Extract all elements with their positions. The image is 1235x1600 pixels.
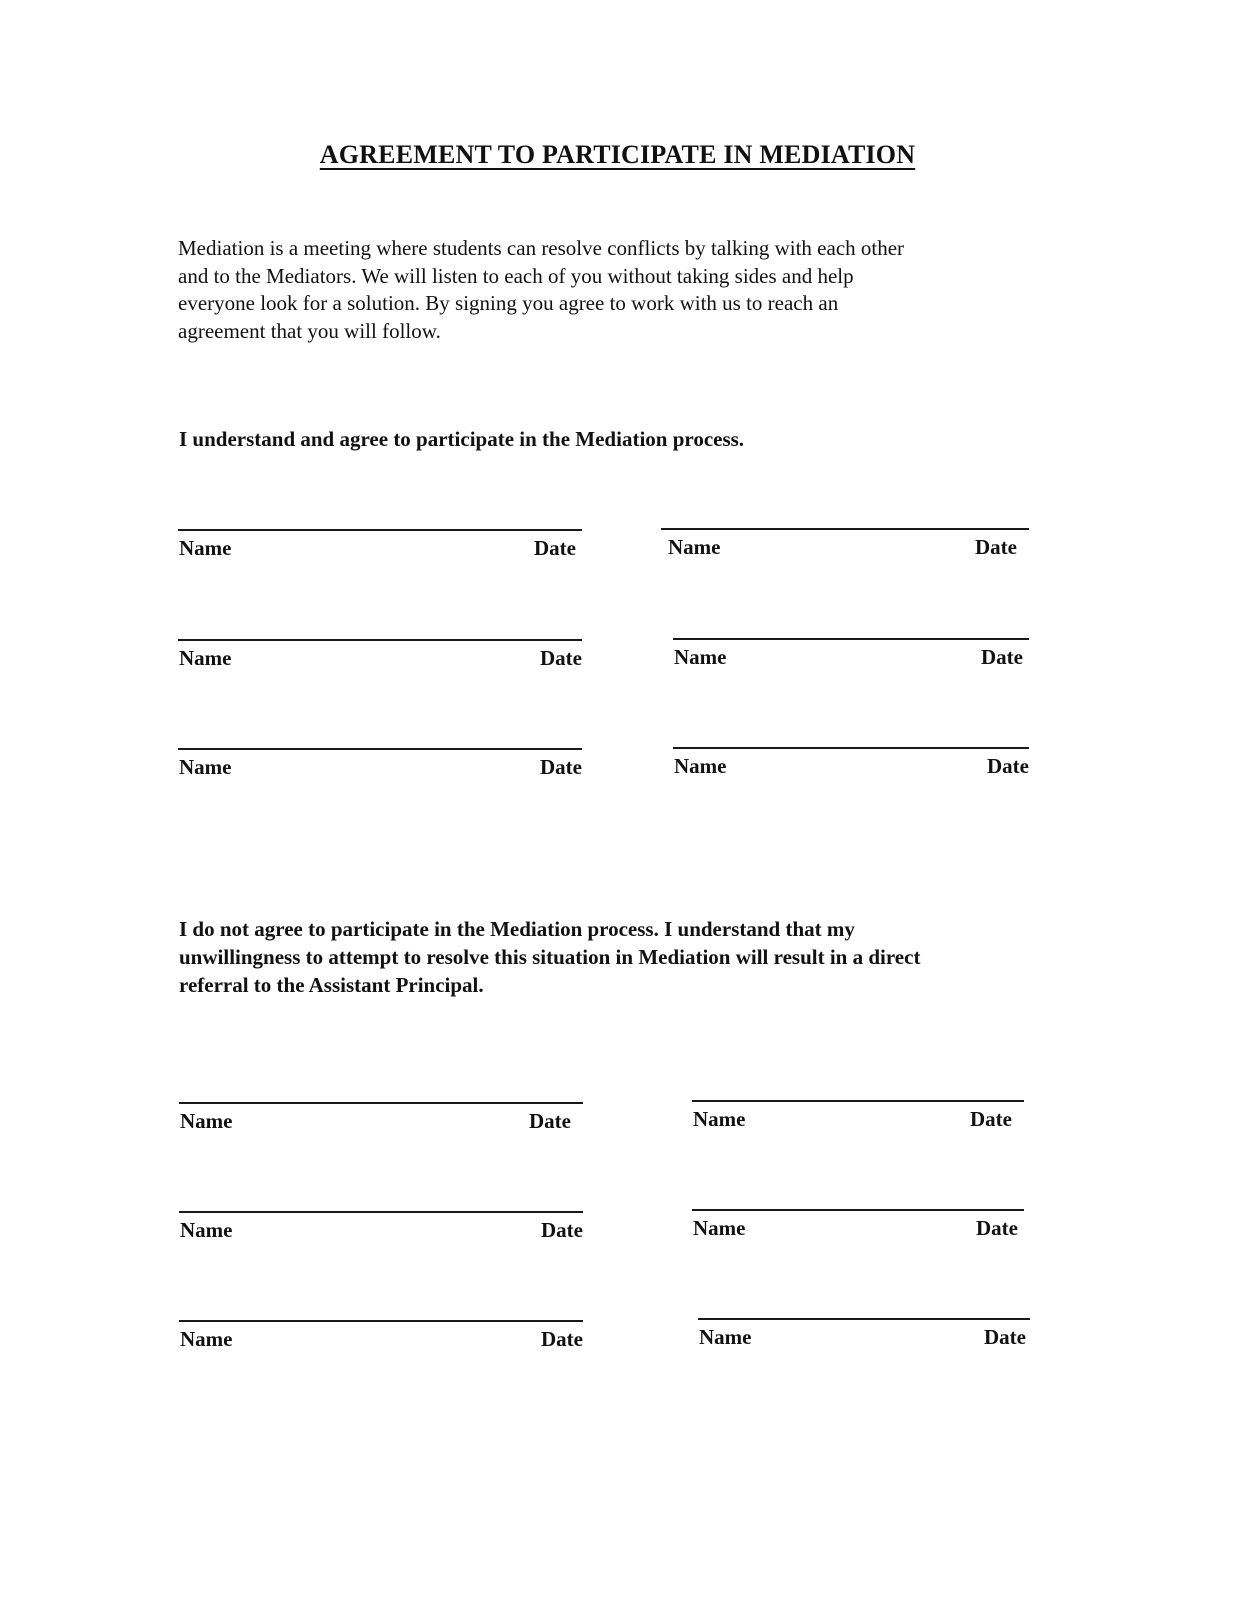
agree-signature-left-3[interactable] <box>178 748 582 788</box>
name-label: Name <box>179 536 232 560</box>
disagree-signature-left-3[interactable] <box>179 1320 583 1360</box>
intro-line: everyone look for a solution. By signing you agree to work with us to reach an <box>178 291 839 315</box>
date-label: Date <box>541 1218 583 1242</box>
date-label: Date <box>981 645 1023 669</box>
signature-line <box>178 748 582 750</box>
agree-signature-left-2[interactable] <box>178 639 582 679</box>
disagree-signature-right-2[interactable] <box>692 1209 1024 1249</box>
name-label: Name <box>180 1218 233 1242</box>
intro-paragraph <box>178 235 1038 345</box>
date-label: Date <box>540 646 582 670</box>
disagree-statement-line: referral to the Assistant Principal. <box>179 973 484 997</box>
name-label: Name <box>674 645 727 669</box>
page-title: AGREEMENT TO PARTICIPATE IN MEDIATION <box>319 140 916 169</box>
name-label: Name <box>179 755 232 779</box>
signature-line <box>692 1100 1024 1102</box>
name-label: Name <box>668 535 721 559</box>
date-label: Date <box>970 1107 1012 1131</box>
date-label: Date <box>541 1327 583 1351</box>
signature-line <box>692 1209 1024 1211</box>
date-label: Date <box>987 754 1029 778</box>
name-label: Name <box>693 1107 746 1131</box>
signature-line <box>179 1211 583 1213</box>
disagree-signature-left-2[interactable] <box>179 1211 583 1251</box>
disagree-statement-line: I do not agree to participate in the Mediation process. I understand that my <box>179 917 855 941</box>
date-label: Date <box>975 535 1017 559</box>
signature-line <box>661 528 1029 530</box>
date-label: Date <box>534 536 576 560</box>
disagree-statement-line: unwillingness to attempt to resolve this situation in Mediation will result in a direct <box>179 945 921 969</box>
date-label: Date <box>529 1109 571 1133</box>
signature-line <box>178 529 582 531</box>
name-label: Name <box>699 1325 752 1349</box>
name-label: Name <box>674 754 727 778</box>
name-label: Name <box>180 1327 233 1351</box>
agree-statement: I understand and agree to participate in the Mediation process. <box>179 427 745 451</box>
signature-line <box>673 747 1029 749</box>
agree-signature-left-1[interactable] <box>178 529 582 569</box>
name-label: Name <box>180 1109 233 1133</box>
date-label: Date <box>540 755 582 779</box>
signature-line <box>698 1318 1030 1320</box>
agree-signature-right-3[interactable] <box>673 747 1029 787</box>
name-label: Name <box>179 646 232 670</box>
name-label: Name <box>693 1216 746 1240</box>
intro-line: agreement that you will follow. <box>178 318 441 343</box>
intro-line: Mediation is a meeting where students can resolve conflicts by talking with each other <box>178 236 905 260</box>
disagree-signature-left-1[interactable] <box>179 1102 583 1142</box>
signature-line <box>178 639 582 641</box>
signature-line <box>673 638 1029 640</box>
agree-signature-right-2[interactable] <box>673 638 1029 678</box>
intro-line: and to the Mediators. We will listen to each of you without taking sides and help <box>178 263 854 288</box>
signature-line <box>179 1320 583 1322</box>
date-label: Date <box>976 1216 1018 1240</box>
agree-signature-right-1[interactable] <box>661 528 1029 568</box>
disagree-signature-right-3[interactable] <box>698 1318 1030 1358</box>
disagree-statement <box>179 915 1039 999</box>
disagree-signature-right-1[interactable] <box>692 1100 1024 1140</box>
signature-line <box>179 1102 583 1104</box>
date-label: Date <box>984 1325 1026 1349</box>
